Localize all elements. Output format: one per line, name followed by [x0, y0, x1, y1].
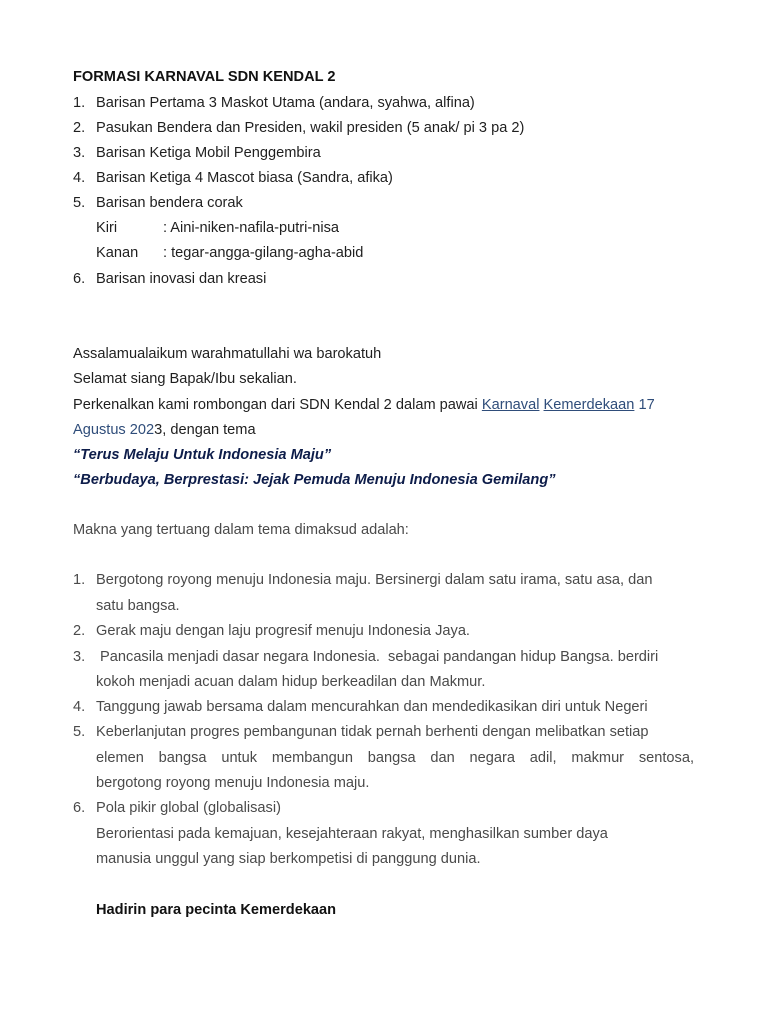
- document-title: FORMASI KARNAVAL SDN KENDAL 2: [73, 69, 336, 85]
- formation-number-5: 5.: [73, 195, 86, 211]
- greeting-line: Assalamualaikum warahmatullahi wa barokatuh: [73, 346, 382, 362]
- word: membangun: [271, 750, 353, 766]
- meaning-1-line-1: Bergotong royong menuju Indonesia maju. Bersinergi dalam satu irama, satu asa, dan: [96, 572, 653, 588]
- word: dan: [430, 750, 455, 766]
- meaning-5-line-1: Keberlanjutan progres pembangunan tidak pernah berhenti dengan melibatkan setiap: [96, 724, 649, 740]
- formation-item-5: Barisan bendera corak: [96, 195, 243, 211]
- word: untuk: [221, 750, 258, 766]
- flag-row-value-left: : Aini-niken-nafila-putri-nisa: [163, 220, 340, 236]
- intro-prefix: Perkenalkan kami rombongan dari SDN Kendal 2 dalam pawai: [73, 397, 482, 413]
- formation-item-4: Barisan Ketiga 4 Mascot biasa (Sandra, afika): [96, 170, 393, 186]
- word: sentosa,: [638, 750, 694, 766]
- meaning-intro: Makna yang tertuang dalam tema dimaksud adalah:: [73, 522, 409, 538]
- formation-number-2: 2.: [73, 120, 86, 136]
- meaning-number-4: 4.: [73, 699, 86, 715]
- formation-number-6: 6.: [73, 271, 86, 287]
- kemerdekaan-link[interactable]: Kemerdekaan: [543, 397, 635, 413]
- word: makmur: [571, 750, 625, 766]
- word: elemen: [96, 750, 144, 766]
- karnaval-link[interactable]: Karnaval: [481, 397, 540, 413]
- meaning-number-6: 6.: [73, 800, 86, 816]
- meaning-3-line-2: kokoh menjadi acuan dalam hidup berkeadilan dan Makmur.: [96, 674, 486, 690]
- meaning-6-line-1: Pola pikir global (globalisasi): [96, 800, 281, 816]
- intro-line-2-rest: 3, dengan tema: [154, 422, 256, 438]
- meaning-number-5: 5.: [73, 724, 86, 740]
- meaning-4-line-1: Tanggung jawab bersama dalam mencurahkan dan mendedikasikan diri untuk Negeri: [96, 699, 648, 715]
- intro-date-month-year: Agustus 202: [73, 422, 155, 438]
- theme-title-2: “Berbudaya, Berprestasi: Jejak Pemuda Menuju Indonesia Gemilang”: [73, 472, 556, 488]
- meaning-1-line-2: satu bangsa.: [96, 598, 180, 614]
- meaning-6-line-2: Berorientasi pada kemajuan, kesejahteraan rakyat, menghasilkan sumber daya: [96, 826, 608, 842]
- theme-title-1: “Terus Melaju Untuk Indonesia Maju”: [73, 447, 332, 463]
- formation-item-3: Barisan Ketiga Mobil Penggembira: [96, 145, 321, 161]
- formation-item-2: Pasukan Bendera dan Presiden, wakil presiden (5 anak/ pi 3 pa 2): [96, 120, 525, 136]
- word: bangsa: [367, 750, 416, 766]
- greeting-line-2: Selamat siang Bapak/Ibu sekalian.: [73, 371, 297, 387]
- formation-number-1: 1.: [73, 95, 86, 111]
- formation-item-6: Barisan inovasi dan kreasi: [96, 271, 267, 287]
- meaning-2-line-1: Gerak maju dengan laju progresif menuju Indonesia Jaya.: [96, 623, 470, 639]
- formation-number-4: 4.: [73, 170, 86, 186]
- word: adil,: [529, 750, 557, 766]
- closing-heading: Hadirin para pecinta Kemerdekaan: [96, 902, 337, 918]
- meaning-number-2: 2.: [73, 623, 86, 639]
- flag-row-value-right: : tegar-angga-gilang-agha-abid: [163, 245, 364, 261]
- meaning-number-1: 1.: [73, 572, 86, 588]
- formation-item-1: Barisan Pertama 3 Maskot Utama (andara, syahwa, alfina): [96, 95, 475, 111]
- meaning-6-line-3: manusia unggul yang siap berkompetisi di panggung dunia.: [96, 851, 481, 867]
- formation-number-3: 3.: [73, 145, 86, 161]
- flag-row-label-right: Kanan: [96, 245, 139, 261]
- intro-date-day: 17: [634, 397, 655, 413]
- meaning-5-line-2: [96, 749, 694, 767]
- intro-line-2: [73, 421, 256, 439]
- word: bangsa: [158, 750, 207, 766]
- flag-row-label-left: Kiri: [96, 220, 118, 236]
- intro-line-1: [73, 396, 655, 414]
- meaning-3-line-1: Pancasila menjadi dasar negara Indonesia. sebagai pandangan hidup Bangsa. berdiri: [96, 649, 659, 665]
- word: negara: [469, 750, 515, 766]
- meaning-5-line-3: bergotong royong menuju Indonesia maju.: [96, 775, 370, 791]
- meaning-number-3: 3.: [73, 649, 86, 665]
